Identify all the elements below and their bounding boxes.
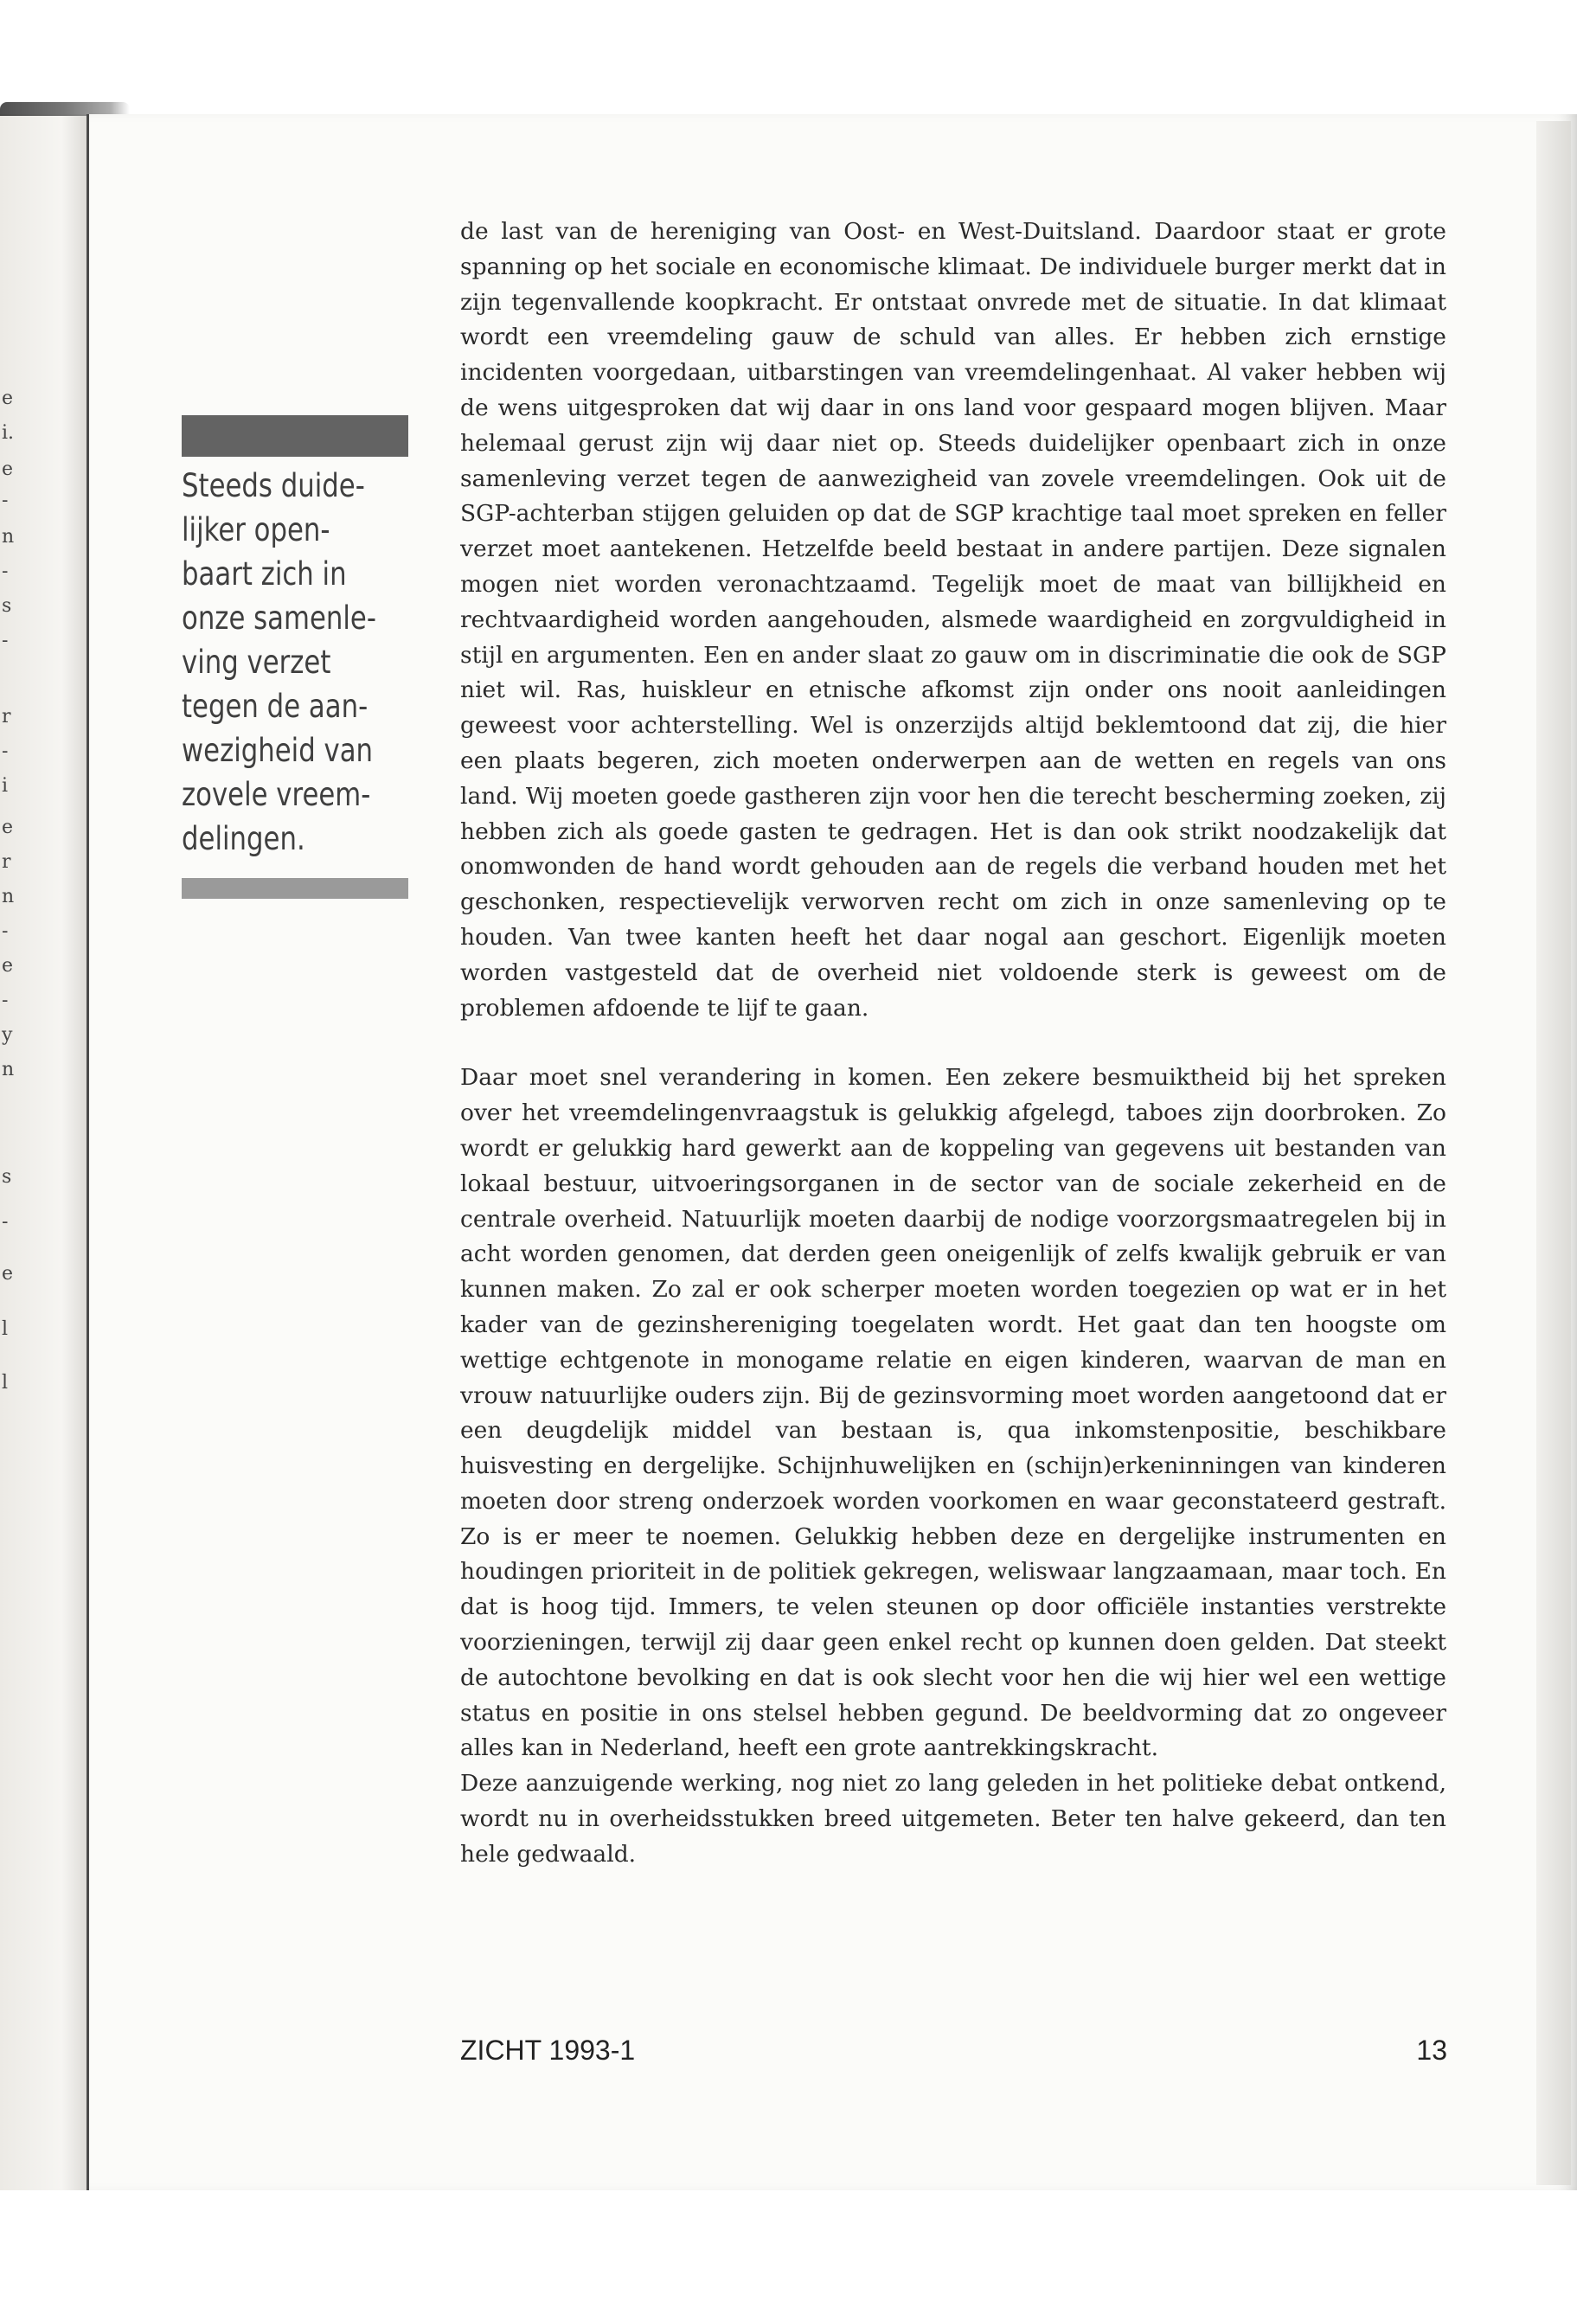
pull-quote-text: Steeds duide- lijker open- baart zich in onze samenle- ving verzet tegen de aan- wezigheid van zovele vreem- delingen. [182,466,376,857]
margin-fragment: n [2,526,15,548]
margin-fragment: - [2,630,9,651]
margin-fragment: r [2,706,11,727]
page-number: 13 [1416,2035,1447,2066]
margin-fragment: i [2,775,9,797]
margin-fragment: - [2,920,9,942]
article-body [460,215,1446,1873]
margin-fragment: e [2,817,14,838]
margin-fragment: l [2,1318,9,1340]
margin-fragment: - [2,561,9,582]
margin-fragment: i. [2,422,15,444]
margin-fragment: n [2,1059,15,1080]
pull-quote-top-bar [182,415,408,457]
margin-fragment: n [2,886,15,907]
margin-fragment: r [2,851,11,873]
margin-fragment: - [2,990,9,1011]
margin-fragment: e [2,458,14,480]
margin-fragment: e [2,1263,14,1285]
paragraph-3: Deze aanzuigende werking, nog niet zo lang geleden in het politieke debat ontkend, wordt nu in overheidsstukken breed uitgemeten. Beter ten halve gekeerd, dan ten hele gedwaald. [460,1770,1446,1868]
margin-fragment: - [2,740,9,762]
margin-fragment: y [2,1024,13,1046]
journal-issue-label: ZICHT 1993-1 [460,2035,636,2066]
margin-fragment: s [2,595,12,617]
margin-fragment: - [2,1211,9,1233]
margin-fragment: e [2,955,14,977]
margin-fragment: l [2,1372,9,1394]
margin-fragment: s [2,1166,12,1188]
page-edge-shadow [1536,121,1571,2185]
paragraph-2: Daar moet snel verandering in komen. Een zekere besmuiktheid bij het spreken over het vreemdelingenvraagstuk is gelukkig afgelegd, taboes zijn doorbroken. Zo wordt er gelukkig hard gewerkt aan de koppeling van gegevens uit bestanden van lokaal bestuur, uitvoeringsorganen in de sector van de sociale zekerheid en de centrale overheid. Natuurlijk moeten daarbij de nodige voorzorgsmaatregelen bij in acht worden genomen, dat derden geen oneigenlijk of zelfs kwalijk gebruik er van kunnen maken. Zo zal er ook scherper moeten worden toegezien op wat er in het kader van de gezinshereniging toegelaten wordt. Het gaat dan ten hoogste om wettige echtgenote in monogame relatie en eigen kinderen, waarvan de man en vrouw natuurlijke ouders zijn. Bij de gezinsvorming moet worden aangetoond dat er een deugdelijk middel van bestaan is, qua inkomstenpositie, beschikbare huisvesting en dergelijke. Schijnhuwelijken en (schijn)erkeninningen van kinderen moeten door streng onderzoek worden voorkomen en waar geconstateerd gestraft. Zo is er meer te noemen. Gelukkig hebben deze en dergelijke instrumenten en houdingen prioriteit in de politiek gekregen, weliswaar langzaamaan, maar toch. En dat is hoog tijd. Immers, te velen steunen op door officiële instanties verstrekte voorzieningen, terwijl zij daar geen enkel recht op kunnen doen gelden. Dat steekt de autochtone bevolking en dat is ook slecht voor hen die wij hier wel een wettige status en positie in ons stelsel hebben gegund. De beeldvorming dat zo ongeveer alles kan in Nederland, heeft een grote aantrekkingskracht. [460,1064,1446,1762]
pull-quote-bottom-bar [182,878,408,899]
pull-quote [182,415,408,899]
paragraph-1: de last van de hereniging van Oost- en West-Duitsland. Daardoor staat er grote spanning op het sociale en economische klimaat. De individuele burger merkt dat in zijn tegenvallende koopkracht. Er ontstaat onvrede met de situatie. In dat klimaat wordt een vreemdeling gauw de schuld van alles. Er hebben zich ernstige incidenten voorgedaan, uitbarstingen van vreemdelingenhaat. Al vaker hebben wij de wens uitgesproken dat wij daar in ons land voor gespaard mogen blijven. Maar helemaal gerust zijn wij daar niet op. Steeds duidelijker openbaart zich in onze samenleving verzet tegen de aanwezigheid van zovele vreemdelingen. Ook uit de SGP-achterban stijgen geluiden op dat de SGP krachtige taal moet spreken en feller verzet moet aantekenen. Hetzelfde beeld bestaat in andere partijen. Deze signalen mogen niet worden veronachtzaamd. Tegelijk moet de maat van billijkheid en rechtvaardigheid worden aangehouden, alsmede waardigheid en zorgvuldigheid in stijl en argumenten. Een en ander slaat zo gauw om in discriminatie die ook de SGP niet wil. Ras, huiskleur en etnische afkomst zijn onder ons nooit aanleidingen geweest voor achterstelling. Wel is onzerzijds altijd beklemtoond dat zij, die hier een plaats begeren, zich moeten onderwerpen aan de wetten en regels van ons land. Wij moeten goede gastheren zijn voor hen die terecht bescherming zoeken, zij hebben zich als goede gasten te gedragen. Het is dan ook strikt noodzakelijk dat onomwonden de hand wordt gehouden aan de regels die verband houden met het geschonken, respectievelijk verworven recht om zich in onze samenleving op te houden. Van twee kanten heeft het daar nogal aan geschort. Eigenlijk moeten worden vastgesteld dat de overheid niet voldoende sterk is geweest om de problemen afdoende te lijf te gaan. [460,218,1446,1022]
margin-fragment: e [2,388,14,409]
margin-fragment: - [2,490,9,511]
